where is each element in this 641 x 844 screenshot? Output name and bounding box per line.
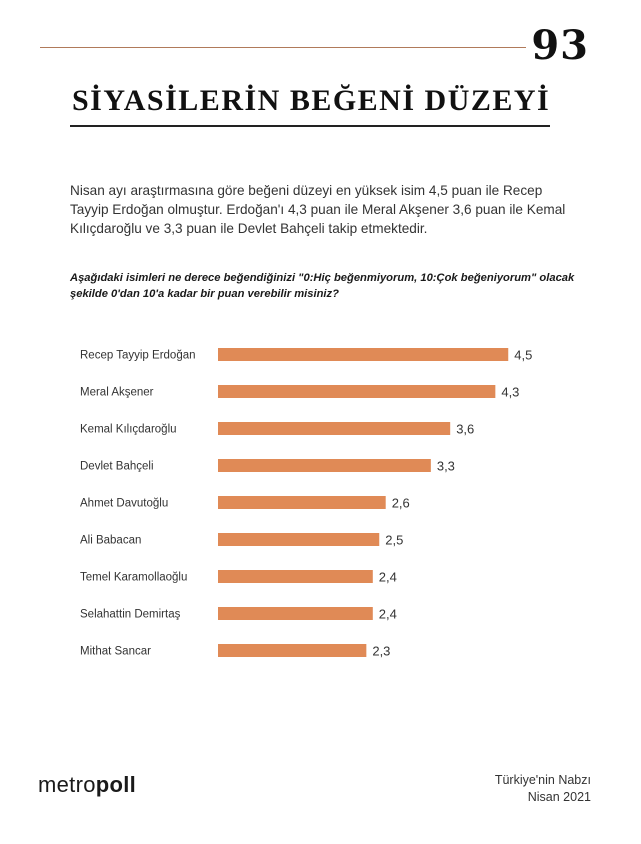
category-label: Temel Karamollaoğlu xyxy=(80,571,188,584)
metropoll-logo xyxy=(38,772,136,798)
bar xyxy=(218,607,373,620)
category-label: Meral Akşener xyxy=(80,386,154,399)
value-label: 2,5 xyxy=(385,532,404,548)
source-line-2: Nisan 2021 xyxy=(527,790,591,804)
title-underline xyxy=(70,125,550,127)
bar xyxy=(218,422,450,435)
bar xyxy=(218,570,373,583)
value-label: 3,3 xyxy=(436,458,455,474)
top-rule xyxy=(40,47,526,48)
bar xyxy=(218,496,386,509)
intro-paragraph: Nisan ayı araştırmasına göre beğeni düzeyi en yüksek isim 4,5 puan ile Recep Tayyip Erdoğan olmuştur. Erdoğan'ı 4,3 puan ile Meral Akşener 3,6 puan ile Kemal Kılıçdaroğlu ve 3,3 puan ile Devlet Bahçeli takip etmektedir. xyxy=(70,183,566,236)
bar xyxy=(218,385,495,398)
bar xyxy=(218,533,379,546)
brand-bold: poll xyxy=(95,772,137,797)
value-label: 2,6 xyxy=(391,495,410,511)
category-label: Mithat Sancar xyxy=(80,645,151,658)
bar-chart xyxy=(0,330,641,670)
brand-light: metro xyxy=(38,772,96,797)
page-title: SİYASİLERİN BEĞENİ DÜZEYİ xyxy=(72,84,551,117)
category-label: Selahattin Demirtaş xyxy=(80,608,181,621)
category-label: Ali Babacan xyxy=(80,534,142,547)
bar xyxy=(218,459,431,472)
category-label: Devlet Bahçeli xyxy=(80,460,154,473)
category-label: Ahmet Davutoğlu xyxy=(80,497,169,510)
source-note xyxy=(495,772,591,806)
category-label: Recep Tayyip Erdoğan xyxy=(80,349,196,362)
value-label: 3,6 xyxy=(456,421,475,437)
bar xyxy=(218,644,366,657)
value-label: 2,4 xyxy=(378,606,397,622)
page-number: 93 xyxy=(531,22,589,69)
bar xyxy=(218,348,508,361)
survey-question: Aşağıdaki isimleri ne derece beğendiğinizi "0:Hiç beğenmiyorum, 10:Çok beğeniyorum" olacak şekilde 0'dan 10'a kadar bir puan verebilir misiniz? xyxy=(70,272,575,300)
value-label: 4,5 xyxy=(514,347,533,363)
value-label: 2,4 xyxy=(378,569,397,585)
value-label: 4,3 xyxy=(501,384,520,400)
value-label: 2,3 xyxy=(372,643,391,659)
category-label: Kemal Kılıçdaroğlu xyxy=(80,423,177,436)
source-line-1: Türkiye'nin Nabzı xyxy=(494,773,591,787)
